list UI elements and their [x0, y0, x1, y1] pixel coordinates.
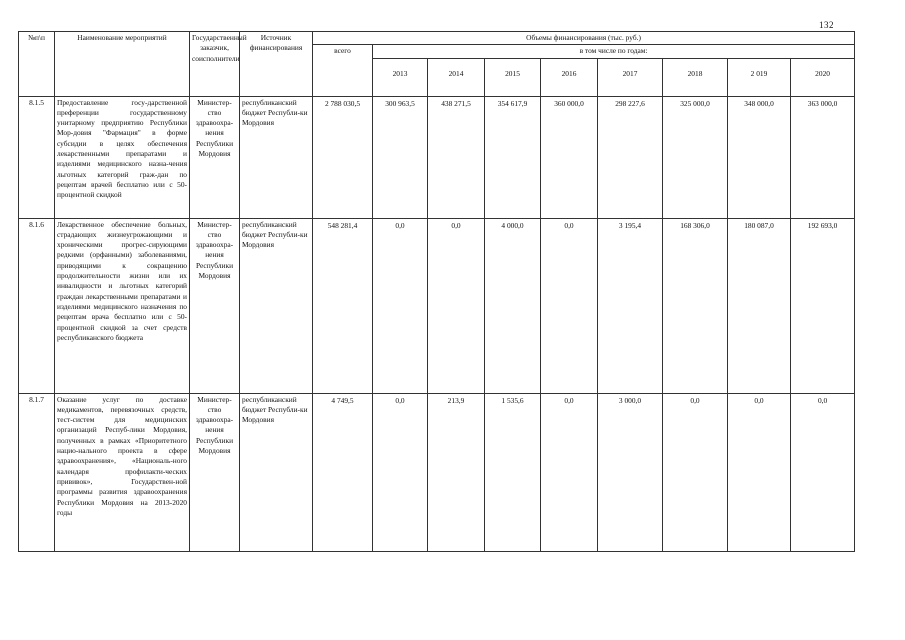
row-total: 548 281,4	[313, 218, 373, 393]
row-num: 8.1.7	[19, 393, 55, 551]
row-name: Лекарственное обеспечение больных, страдающих жизнеугрожающими и хроническими прогрес-сирующими редкими (орфанными) заболеваниями, приводящими к сокращению продолжительности жизни или их инвалидности и льготных категорий граждан лекарственными препаратами и изделиями медицинского назначения по рецептам врача бесплатно или с 50-процентной скидкой за счет средств республиканского бюджета	[55, 218, 190, 393]
row-year-value: 1 535,6	[485, 393, 541, 551]
header-year: 2016	[541, 58, 598, 96]
row-year-value: 0,0	[373, 218, 428, 393]
row-year-value: 0,0	[541, 393, 598, 551]
row-source: республиканский бюджет Республи-ки Мордовия	[240, 393, 313, 551]
row-year-value: 354 617,9	[485, 96, 541, 218]
row-year-value: 325 000,0	[663, 96, 728, 218]
header-name: Наименование мероприятий	[55, 32, 190, 97]
header-year: 2015	[485, 58, 541, 96]
header-customer: Государственный заказчик, соисполнители	[190, 32, 240, 97]
header-source: Источник финансирования	[240, 32, 313, 97]
row-name: Предоставление госу-дарственной преференции государственному унитарному предприятию Республики Мор-довия "Фармация" в форме субсидии в целях обеспечения лекарственными препаратами и изделиями медицинского назна-чения льготных категорий граж-дан по рецептам врачей бесплатно или с 50-процентной скидкой	[55, 96, 190, 218]
row-year-value: 0,0	[428, 218, 485, 393]
row-year-value: 348 000,0	[728, 96, 791, 218]
header-year: 2 019	[728, 58, 791, 96]
table-row	[19, 218, 855, 393]
row-year-value: 363 000,0	[791, 96, 855, 218]
row-customer: Министер-ство здравоохра-нения Республики Мордовия	[190, 393, 240, 551]
header-num: №п\п	[19, 32, 55, 97]
row-num: 8.1.5	[19, 96, 55, 218]
row-year-value: 192 693,0	[791, 218, 855, 393]
row-year-value: 3 195,4	[598, 218, 663, 393]
row-year-value: 3 000,0	[598, 393, 663, 551]
table-row	[19, 393, 855, 551]
financing-table	[18, 31, 854, 555]
header-year: 2020	[791, 58, 855, 96]
row-total: 4 749,5	[313, 393, 373, 551]
row-year-value: 0,0	[373, 393, 428, 551]
header-volumes: Объемы финансирования (тыс. руб.)	[313, 32, 855, 45]
row-name: Оказание услуг по доставке медикаментов, перевязочных средств, тест-систем для медицинских организаций Респуб-лики Мордовия, полученных в рамках «Приоритетного нацио-нального проекта в сфере здравоохранения», «Националь-ного календаря профилакти-ческих прививок», Государствен-ной программы развития здравоохранения Республики Мордовия на 2013-2020 годы	[55, 393, 190, 551]
row-year-value: 0,0	[663, 393, 728, 551]
row-customer: Министер-ство здравоохра-нения Республики Мордовия	[190, 218, 240, 393]
row-year-value: 360 000,0	[541, 96, 598, 218]
header-row-1	[19, 32, 855, 45]
header-year: 2017	[598, 58, 663, 96]
row-num: 8.1.6	[19, 218, 55, 393]
row-year-value: 298 227,6	[598, 96, 663, 218]
row-year-value: 180 087,0	[728, 218, 791, 393]
header-including: в том числе по годам:	[373, 45, 855, 58]
row-customer: Министер-ство здравоохра-нения Республики Мордовия	[190, 96, 240, 218]
header-year: 2018	[663, 58, 728, 96]
header-total: всего	[313, 45, 373, 96]
row-year-value: 0,0	[791, 393, 855, 551]
row-year-value: 438 271,5	[428, 96, 485, 218]
row-year-value: 0,0	[728, 393, 791, 551]
page-number: 132	[819, 20, 834, 30]
row-total: 2 788 030,5	[313, 96, 373, 218]
row-year-value: 168 306,0	[663, 218, 728, 393]
row-year-value: 300 963,5	[373, 96, 428, 218]
row-year-value: 4 000,0	[485, 218, 541, 393]
row-source: республиканский бюджет Республи-ки Мордовия	[240, 96, 313, 218]
row-year-value: 213,9	[428, 393, 485, 551]
header-year: 2013	[373, 58, 428, 96]
row-source: республиканский бюджет Республи-ки Мордовия	[240, 218, 313, 393]
table-row	[19, 96, 855, 218]
header-year: 2014	[428, 58, 485, 96]
row-year-value: 0,0	[541, 218, 598, 393]
